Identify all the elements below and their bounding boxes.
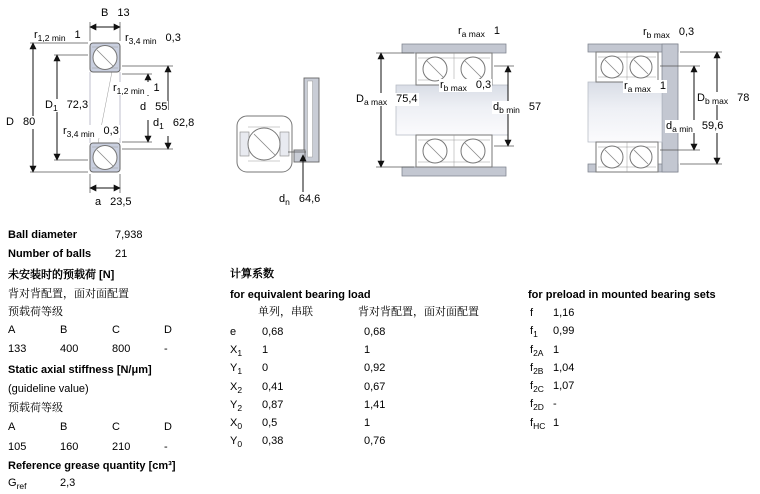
stiffness-subheading-class: 预载荷等级 bbox=[8, 402, 63, 414]
preload-col-A: A bbox=[8, 324, 16, 336]
dim-label-rb-max-a: $r_{b max}$ 0,3 bbox=[440, 79, 492, 94]
stiffness-val-B: 160 bbox=[60, 441, 79, 453]
ball-diameter-label: Ball diameter bbox=[8, 229, 78, 241]
calc-row-sym: $X_1$ bbox=[230, 344, 243, 359]
calc-row-sym: $Y_2$ bbox=[230, 399, 243, 414]
stiffness-heading: Static axial stiffness [N/μm] bbox=[8, 364, 152, 376]
calc-row-v2: 0,67 bbox=[364, 381, 386, 393]
sleeve-section bbox=[294, 78, 319, 162]
dim-label-d: d 55 bbox=[140, 101, 168, 113]
dim-label-r34-min-top: $r_{3,4 min}$ 0,3 bbox=[125, 32, 181, 47]
stiffness-guideline: (guideline value) bbox=[8, 383, 89, 395]
dim-label-ra-max-b: $r_{a max}$ 1 bbox=[624, 80, 666, 95]
factor-value: 1,07 bbox=[553, 380, 575, 392]
dim-label-r34-min-mid: $r_{3,4 min}$ 0,3 bbox=[63, 125, 119, 140]
dim-label-rb-max-b: $r_{b max}$ 0,3 bbox=[643, 26, 695, 41]
dim-label-d1: $d_1$ 62,8 bbox=[153, 117, 195, 132]
dim-label-B: B 13 bbox=[101, 7, 130, 19]
dim-label-da-min: $d_{a min}$ 59,6 bbox=[666, 120, 724, 135]
stiffness-col-C: C bbox=[112, 421, 120, 433]
factor-value: 1,04 bbox=[553, 362, 575, 374]
stiffness-val-A: 105 bbox=[8, 441, 27, 453]
preload-col-C: C bbox=[112, 324, 120, 336]
bearing-ring-bottom bbox=[90, 143, 120, 172]
factor-sym: $f_1$ bbox=[530, 325, 538, 340]
calc-row-v1: 0,5 bbox=[262, 417, 278, 429]
factor-sym: f bbox=[530, 307, 534, 319]
calc-heading-en: for equivalent bearing load bbox=[230, 289, 371, 301]
stiffness-val-C: 210 bbox=[112, 441, 131, 453]
dim-label-dn: $d_n$ 64,6 bbox=[279, 193, 321, 208]
calc-row-v2: 0,76 bbox=[364, 435, 386, 447]
bearing-pair-bottom bbox=[596, 142, 658, 172]
stiffness-col-B: B bbox=[60, 421, 68, 433]
stiffness-val-D: - bbox=[164, 441, 168, 453]
dim-label-Da-max: $D_{a max}$ 75,4 bbox=[356, 93, 418, 108]
number-of-balls-label: Number of balls bbox=[8, 248, 92, 260]
factor-value: 1 bbox=[553, 417, 560, 429]
bearing-pair-bottom bbox=[416, 135, 492, 167]
dim-label-Db-max: $D_{b max}$ 78 bbox=[697, 92, 750, 107]
preload-heading: 未安装时的预载荷 [N] bbox=[8, 269, 115, 281]
calc-row-v2: 0,68 bbox=[364, 326, 386, 338]
factor-value: 1 bbox=[553, 344, 560, 356]
calc-row-v2: 1 bbox=[364, 417, 371, 429]
calc-col1-header: 单列，串联 bbox=[258, 306, 313, 318]
preload-col-B: B bbox=[60, 324, 68, 336]
housing-column-right bbox=[662, 44, 678, 172]
drawing-bearing-with-sleeve bbox=[237, 78, 319, 192]
preload-val-B: 400 bbox=[60, 343, 79, 355]
calc-row-v1: 0,68 bbox=[262, 326, 284, 338]
calc-row-sym: e bbox=[230, 326, 237, 338]
factor-value: 1,16 bbox=[553, 307, 575, 319]
grease-value: 2,3 bbox=[60, 477, 76, 489]
bearing-pair-top bbox=[596, 52, 658, 82]
calc-row-sym: $X_2$ bbox=[230, 381, 243, 396]
dim-label-a: a 23,5 bbox=[95, 196, 132, 208]
factor-value: - bbox=[553, 398, 557, 410]
calc-col2-header: 背对背配置，面对面配置 bbox=[358, 306, 479, 318]
calc-row-sym: $X_0$ bbox=[230, 417, 243, 432]
bearing-ring-top bbox=[90, 43, 120, 72]
grease-heading: Reference grease quantity [cm³] bbox=[8, 460, 176, 472]
calc-row-v1: 0 bbox=[262, 362, 269, 374]
dim-label-D: D 80 bbox=[6, 116, 36, 128]
housing-band-bottom bbox=[402, 167, 506, 176]
calc-row-sym: $Y_0$ bbox=[230, 435, 243, 450]
dim-label-db-min: $d_{b min}$ 57 bbox=[493, 101, 542, 116]
calc-row-v2: 1 bbox=[364, 344, 371, 356]
preload-subheading-arrangement: 背对背配置，面对面配置 bbox=[8, 288, 129, 300]
calc-row-v1: 0,87 bbox=[262, 399, 284, 411]
bearing-section bbox=[237, 116, 292, 172]
calc-row-v2: 0,92 bbox=[364, 362, 386, 374]
factor-value: 0,99 bbox=[553, 325, 575, 337]
calc-row-v1: 0,38 bbox=[262, 435, 284, 447]
preload-factors-heading: for preload in mounted bearing sets bbox=[528, 289, 716, 301]
factor-sym: $f_{HC}$ bbox=[530, 417, 546, 432]
drawing-paired-set-b bbox=[588, 44, 722, 172]
calc-row-v1: 1 bbox=[262, 344, 269, 356]
preload-val-A: 133 bbox=[8, 343, 27, 355]
dim-label-r12-min-top: $r_{1,2 min}$ 1 bbox=[34, 29, 81, 44]
grease-symbol: $G_{ref}$ bbox=[8, 477, 27, 492]
stiffness-col-A: A bbox=[8, 421, 16, 433]
calc-row-v2: 1,41 bbox=[364, 399, 386, 411]
factor-sym: $f_{2D}$ bbox=[530, 398, 544, 413]
calc-row-v1: 0,41 bbox=[262, 381, 284, 393]
dim-label-ra-max-a: $r_{a max}$ 1 bbox=[458, 25, 500, 40]
calc-heading-cn: 计算系数 bbox=[230, 268, 274, 280]
housing-band-top bbox=[402, 44, 506, 53]
preload-col-D: D bbox=[164, 324, 172, 336]
calc-row-sym: $Y_1$ bbox=[230, 362, 243, 377]
number-of-balls-value: 21 bbox=[115, 248, 128, 260]
factor-sym: $f_{2B}$ bbox=[530, 362, 544, 377]
factor-sym: $f_{2C}$ bbox=[530, 380, 544, 395]
dim-label-r12-min-mid: $r_{1,2 min}$ 1 bbox=[113, 82, 160, 97]
preload-val-C: 800 bbox=[112, 343, 131, 355]
factor-sym: $f_{2A}$ bbox=[530, 344, 544, 359]
stiffness-col-D: D bbox=[164, 421, 172, 433]
dim-label-D1: $D_1$ 72,3 bbox=[45, 99, 89, 114]
ball-diameter-value: 7,938 bbox=[115, 229, 143, 241]
preload-subheading-class: 预载荷等级 bbox=[8, 306, 63, 318]
preload-val-D: - bbox=[164, 343, 168, 355]
